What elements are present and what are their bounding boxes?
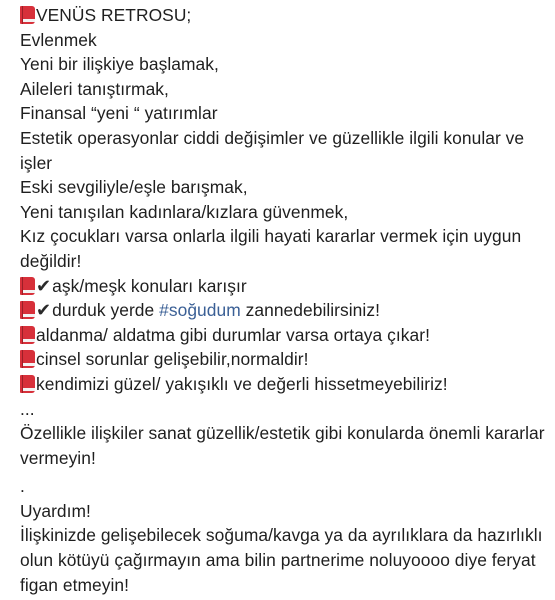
dot-separator: . xyxy=(20,476,25,497)
text-line: Estetik operasyonlar ciddi değişimler ve güzellikle ilgili konular ve işler xyxy=(20,127,525,173)
hashtag-link[interactable]: #soğudum xyxy=(159,300,241,321)
red-book-icon xyxy=(20,375,35,393)
red-book-icon xyxy=(20,301,35,319)
check-item-text-pre: durduk yerde xyxy=(52,300,160,321)
red-book-icon xyxy=(20,326,35,344)
check-item-text: aşk/meşk konuları karışır xyxy=(52,275,247,296)
red-book-icon xyxy=(20,277,35,295)
text-line: Yeni bir ilişkiye başlamak, xyxy=(20,54,219,75)
text-line: Aileleri tanıştırmak, xyxy=(20,78,169,99)
bullet-item-text: cinsel sorunlar gelişebilir,normaldir! xyxy=(36,349,309,370)
text-line: Eski sevgiliyle/eşle barışmak, xyxy=(20,177,248,198)
post-title-line xyxy=(20,3,547,28)
check-item xyxy=(20,298,547,323)
red-book-icon xyxy=(20,350,35,368)
check-item xyxy=(20,274,547,299)
check-item-text-post: zannedebilirsiniz! xyxy=(240,300,380,321)
closing-paragraph: İlişkinizde gelişebilecek soğuma/kavga ya da ayrılıklara da hazırlıklı olun kötüyü çağırmayın ama bilin partnerime noluyoooo diye feryat figan etmeyin! xyxy=(20,525,543,595)
check-mark-icon: ✔ xyxy=(36,275,52,296)
bullet-item-text: aldanma/ aldatma gibi durumlar varsa ortaya çıkar! xyxy=(36,324,430,345)
warning-text: Özellikle ilişkiler sanat güzellik/estetik gibi konularda önemli kararlar vermeyin! xyxy=(20,423,545,468)
bullet-item xyxy=(20,372,547,397)
text-line: Finansal “yeni “ yatırımlar xyxy=(20,103,218,124)
ellipsis: ... xyxy=(20,398,35,419)
bullet-item xyxy=(20,323,547,348)
bullet-item xyxy=(20,347,547,372)
red-book-icon xyxy=(20,6,35,24)
text-line: Yeni tanışılan kadınlara/kızlara güvenmek, xyxy=(20,201,349,222)
check-mark-icon: ✔ xyxy=(36,300,52,321)
text-line: Evlenmek xyxy=(20,29,97,50)
closing-line: Uyardım! xyxy=(20,500,91,521)
bullet-item-text: kendimizi güzel/ yakışıklı ve değerli hissetmeyebiliriz! xyxy=(36,373,448,394)
text-line: Kız çocukları varsa onlarla ilgili hayati kararlar vermek için uygun değildir! xyxy=(20,226,522,271)
post-title: VENÜS RETROSU; xyxy=(36,5,192,25)
